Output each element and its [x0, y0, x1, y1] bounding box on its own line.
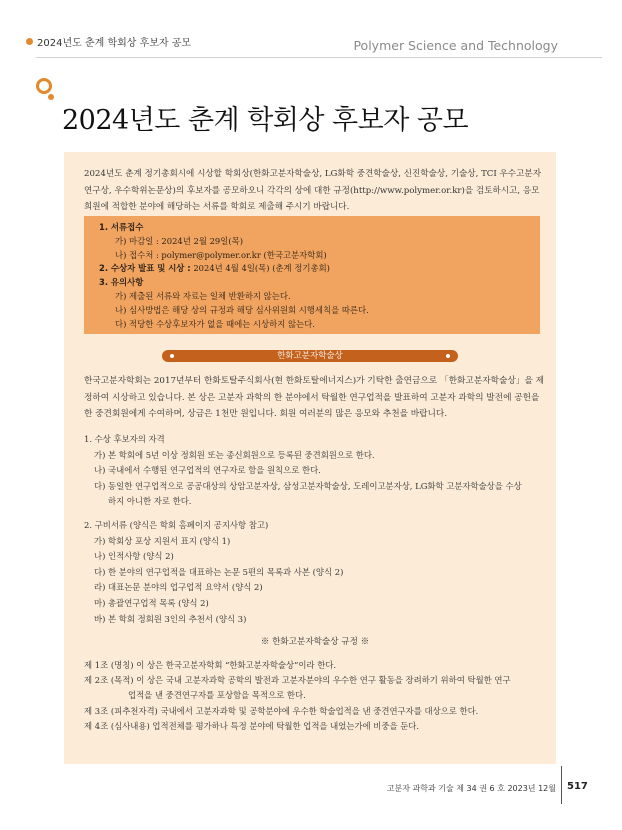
notice-item-3-title: 3. 유의사항 [99, 277, 144, 288]
qualification-item-b: 나) 국내에서 수행된 연구업적의 연구자로 함을 원칙으로 한다. [94, 465, 321, 476]
notice-item-2 [99, 262, 540, 276]
page-title: 2024년도 춘계 학회상 후보자 공모 [62, 105, 469, 136]
rule-1: 제 1조 (명칭) 이 상은 한국고분자학회 “한화고분자학술상”이라 한다. [84, 660, 337, 670]
notice-item-1-title: 1. 서류접수 [99, 222, 144, 232]
footer-citation: 고분자 과학과 기술 제 34 권 6 호 2023년 12월 [386, 784, 556, 793]
qualification-title: 1. 수상 후보자의 자격 [84, 434, 165, 444]
page-number: 517 [567, 781, 588, 792]
bar-right-dot-icon [446, 354, 450, 358]
notice-box [84, 216, 540, 334]
documents-item-a: 가) 학회상 포상 지원서 표지 (양식 1) [94, 535, 231, 546]
documents-section [84, 518, 546, 627]
rule-3: 제 3조 (피추천자격) 국내에서 고분자과학 및 공학분야에 우수한 학술업적을 낸 중견연구자를 대상으로 한다. [84, 705, 479, 716]
documents-item-f: 바) 본 학회 정회원 3인의 추천서 (양식 3) [94, 613, 247, 624]
qualification-item-c-continued: 하지 아니한 자로 한다. [108, 496, 192, 507]
notice-item-2-title: 2. 수상자 발표 및 시상 : [99, 263, 191, 274]
award-title-bar [162, 350, 458, 362]
intro-paragraph: 2024년도 춘계 정기총회시에 시상할 학회상(한화고분자학술상, LG화학 중견학술상, 신진학술상, 기술상, TCI 우수고분자연구상, 우수학위논문상)의 후보자를 공모하오니 각각의 상에 대한 규정(http://www.polymer.or.kr)을 검토하시고, 응모희원에 적합한 분야에 해당하는 서류를 학회로 제출해 주시기 바랍니다. [84, 169, 542, 212]
rules-section [84, 658, 546, 734]
qualification-section [84, 432, 546, 510]
title-ring-tail-icon [48, 94, 54, 100]
documents-item-d: 라) 대표논문 분야의 업구업적 요약서 (양식 2) [94, 582, 263, 593]
notice-item-3a: 가) 제출된 서류와 자료는 일체 반환하지 않는다. [115, 290, 291, 301]
documents-item-c: 다) 한 분야의 연구업적을 대표하는 논문 5편의 목록과 사본 (양식 2) [94, 566, 344, 577]
title-ring-icon [36, 78, 52, 94]
documents-item-e: 마) 총괄연구업적 목록 (양식 2) [94, 597, 209, 608]
documents-title: 2. 구비서류 (양식은 학회 홈페이지 공지사항 참고) [84, 520, 269, 530]
running-head-section: 2024년도 춘계 학회상 후보자 공모 [37, 38, 192, 49]
notice-item-3c: 다) 적당한 수상후보자가 없을 때에는 시상하지 않는다. [115, 318, 315, 329]
notice-item-1b: 나) 접수처 : polymer@polymer.or.kr (한국고분자학회) [115, 249, 327, 260]
documents-item-b: 나) 인적사항 (양식 2) [94, 551, 174, 562]
footer-separator [561, 766, 562, 804]
rules-title: ※ 한화고분자학술상 규정 ※ [260, 637, 370, 647]
rule-2-continued: 업적을 낸 중견연구자를 포상함을 목적으로 한다. [128, 690, 306, 701]
award-intro-paragraph: 한국고분자학회는 2017년부터 한화토탈주식회사(현 한화토탈에너지스)가 기탁한 출연금으로 「한화고분자학술상」을 제정하여 시상하고 있습니다. 본 상은 고분자 과학의 한 분야에서 탁월한 연구업적을 발표하여 고분자 과학의 발전에 공헌을 한 중견회원에게 수여하며, 상금은 1천만 원입니다. 회원 여러분의 많은 응모와 추천을 바랍니다. [84, 376, 545, 419]
rule-2: 제 2조 (목적) 이 상은 국내 고분자과학 공학의 발전과 고분자분야의 우수한 연구 활동을 장려하기 위하여 탁월한 연구 [84, 675, 511, 686]
rule-4: 제 4조 (심사내용) 업적전체를 평가하나 특정 분야에 탁월한 업적을 내었는가에 비중을 둔다. [84, 720, 420, 731]
notice-item-1a: 가) 마감일 : 2024년 2월 29일(목) [115, 235, 243, 246]
qualification-item-c: 다) 동일한 연구업적으로 공공대상의 상암고분자상, 삼성고분자학술상, 도레이고분자상, LG화학 고분자학술상을 수상 [94, 480, 522, 491]
notice-item-3b: 나) 심사방법은 해당 상의 규정과 해당 심사위원회 시행세칙을 따른다. [115, 304, 369, 315]
header-rule [36, 57, 602, 58]
qualification-item-a: 가) 본 학회에 5년 이상 정회원 또는 종신회원으로 등록된 중견회원으로 한다. [94, 449, 375, 460]
header-bullet-icon [26, 38, 33, 45]
notice-item-2-text: 2024년 4월 4일(목) (춘계 정기총회) [193, 263, 330, 274]
award-title: 한화고분자학술상 [277, 351, 343, 361]
running-head-journal: Polymer Science and Technology [353, 38, 558, 53]
